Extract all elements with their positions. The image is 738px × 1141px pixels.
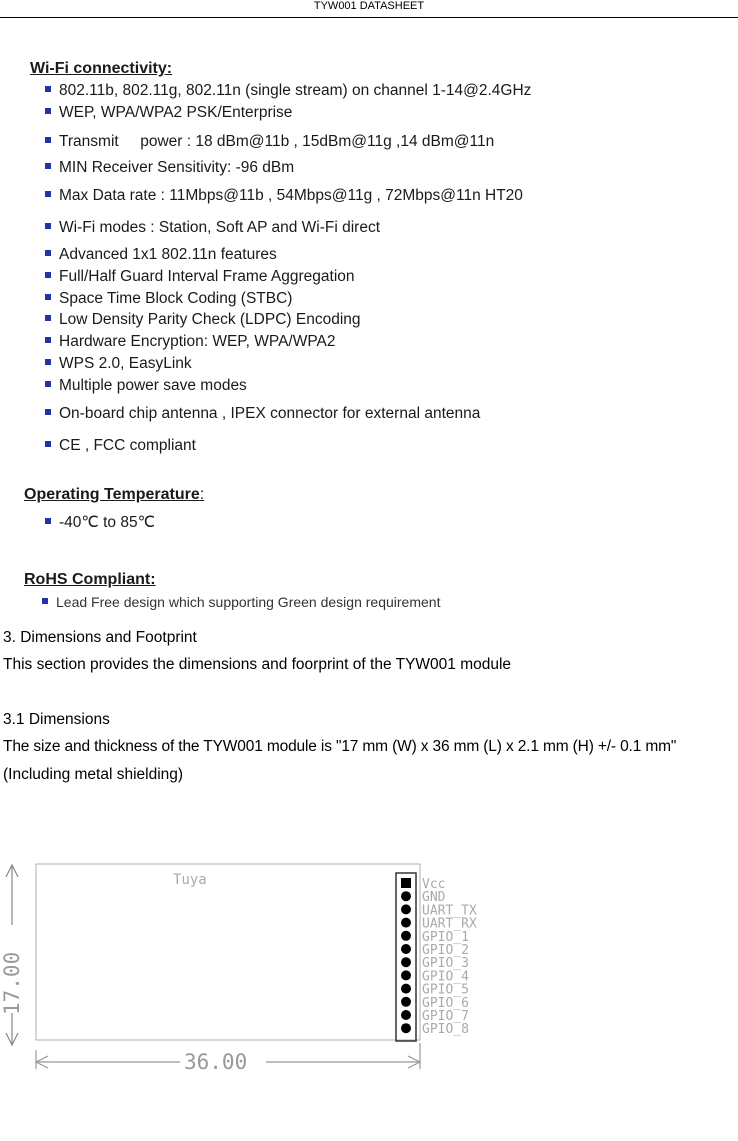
pin-label: GPIO_4 (422, 969, 469, 985)
list-item: Advanced 1x1 802.11n features (45, 246, 277, 264)
page-header (0, 0, 738, 18)
pin-marker (401, 918, 411, 928)
brand-label: Tuya (173, 872, 207, 888)
bullet-icon (45, 250, 51, 256)
pin-label: GPIO_3 (422, 956, 469, 972)
section-3-1-text: The size and thickness of the TYW001 module is "17 mm (W) x 36 mm (L) x 2.1 mm (H) +/- 0.1 mm" (3, 738, 677, 755)
bullet-icon (45, 191, 51, 197)
wifi-heading: Wi-Fi connectivity: (30, 60, 173, 77)
pin-marker (401, 997, 411, 1007)
bullet-icon (45, 86, 51, 92)
pin-marker (401, 944, 411, 954)
pin-label: GPIO_2 (422, 943, 469, 958)
list-item: On-board chip antenna , IPEX connector for external antenna (45, 405, 480, 423)
bullet-icon (45, 272, 51, 278)
list-item: Space Time Block Coding (STBC) (45, 290, 292, 308)
section-3-1-text-2: (Including metal shielding) (3, 766, 184, 783)
list-item: Transmit power : 18 dBm@11b , 15dBm@11g ,14 dBm@11n (45, 133, 494, 151)
pin-label: GPIO_5 (422, 982, 469, 998)
pin-list (401, 877, 477, 1037)
list-item: Max Data rate : 11Mbps@11b , 54Mbps@11g , 72Mbps@11n HT20 (45, 187, 523, 205)
pin-marker (401, 1010, 411, 1020)
bullet-icon (45, 337, 51, 343)
pin-marker (401, 970, 411, 980)
list-item: Wi-Fi modes : Station, Soft AP and Wi-Fi direct (45, 219, 380, 237)
width-label: 36.00 (184, 1050, 248, 1074)
list-item: Hardware Encryption: WEP, WPA/WPA2 (45, 333, 336, 351)
rohs-heading: RoHS Compliant: (24, 571, 156, 588)
list-item: 802.11b, 802.11g, 802.11n (single stream) on channel 1-14@2.4GHz (45, 82, 531, 100)
list-item: Full/Half Guard Interval Frame Aggregation (45, 268, 355, 286)
section-3-heading: 3. Dimensions and Footprint (3, 629, 197, 646)
list-item: MIN Receiver Sensitivity: -96 dBm (45, 159, 294, 177)
bullet-icon (45, 518, 51, 524)
bullet-icon (45, 163, 51, 169)
pin-marker (401, 984, 411, 994)
pin-label: GPIO_1 (422, 929, 469, 945)
list-item: CE , FCC compliant (45, 437, 196, 455)
pin-label: GPIO_7 (422, 1009, 469, 1024)
pin-marker (401, 957, 411, 967)
bullet-icon (45, 137, 51, 143)
bullet-icon (45, 315, 51, 321)
list-item: WPS 2.0, EasyLink (45, 355, 192, 373)
pin-marker (401, 931, 411, 941)
bullet-icon (45, 441, 51, 447)
list-item: Lead Free design which supporting Green design requirement (42, 594, 440, 610)
pin-label: GPIO_6 (422, 995, 469, 1011)
pin-label: UART_TX (422, 903, 477, 919)
module-dimension-drawing (0, 855, 520, 1085)
pin-marker (401, 891, 411, 901)
list-item: Low Density Parity Check (LDPC) Encoding (45, 311, 361, 329)
pin-marker (401, 878, 411, 888)
module-outline (36, 864, 420, 1040)
section-3-1-heading: 3.1 Dimensions (3, 711, 110, 728)
bullet-icon (45, 409, 51, 415)
pin-marker (401, 1023, 411, 1033)
bullet-icon (45, 294, 51, 300)
bullet-icon (45, 108, 51, 114)
bullet-icon (42, 598, 48, 604)
pin-label: GPIO_8 (422, 1022, 469, 1038)
bullet-icon (45, 381, 51, 387)
temperature-heading: Operating Temperature: (24, 486, 205, 503)
list-item: WEP, WPA/WPA2 PSK/Enterprise (45, 104, 292, 122)
bullet-icon (45, 359, 51, 365)
section-3-text: This section provides the dimensions and foorprint of the TYW001 module (3, 656, 512, 673)
height-label: 17.00 (0, 951, 24, 1015)
bullet-icon (45, 223, 51, 229)
header-title: TYW001 DATASHEET (313, 0, 425, 12)
pin-label: Vcc (422, 877, 446, 892)
pin-label: GND (422, 890, 446, 906)
list-item: -40℃ to 85℃ (45, 513, 155, 532)
list-item: Multiple power save modes (45, 377, 247, 395)
pin-marker (401, 904, 411, 914)
pin-label: UART_RX (422, 916, 477, 932)
